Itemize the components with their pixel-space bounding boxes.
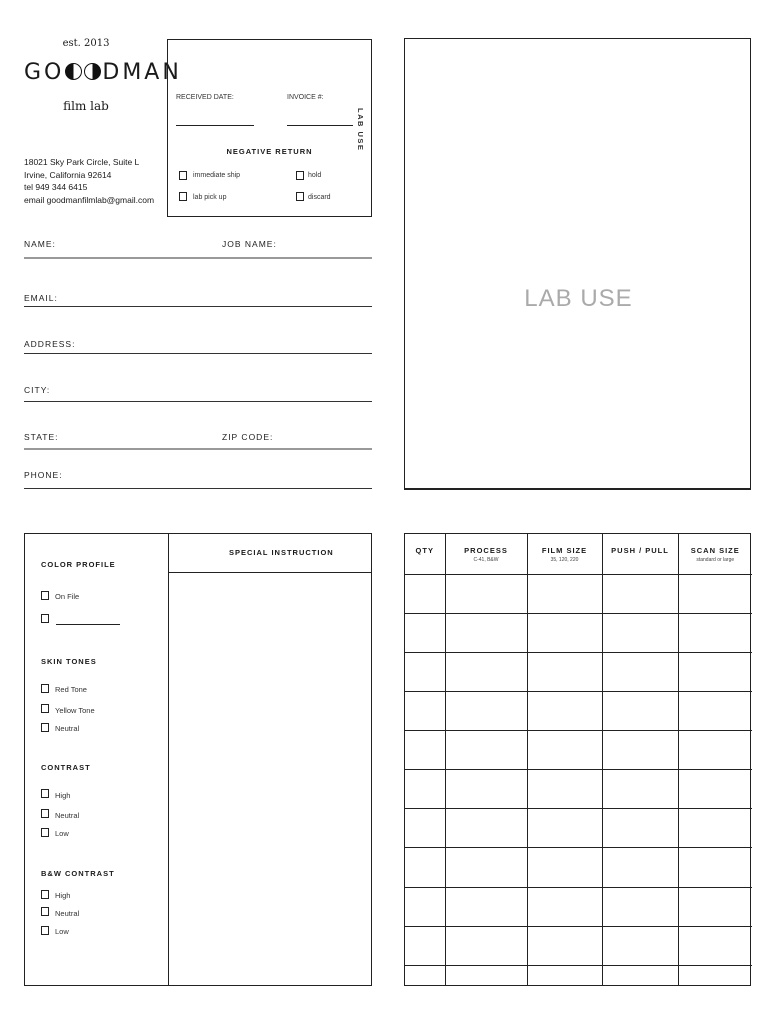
brand-subtitle: film lab [63, 99, 109, 113]
invoice-label: INVOICE #: [287, 94, 324, 101]
table-cell[interactable] [405, 691, 445, 730]
table-cell[interactable] [445, 887, 527, 926]
column-note: standard or large [696, 557, 735, 563]
bw-neutral-label: Neutral [55, 909, 80, 918]
table-cell[interactable] [678, 926, 752, 965]
brand-logo-text-start: GO [24, 60, 65, 85]
table-cell[interactable] [602, 770, 678, 809]
contrast-title: CONTRAST [41, 763, 91, 772]
table-cell[interactable] [678, 574, 752, 613]
table-cell[interactable] [405, 652, 445, 691]
table-cell[interactable] [445, 809, 527, 848]
red-tone-checkbox[interactable] [41, 684, 49, 693]
table-cell[interactable] [602, 574, 678, 613]
table-cell[interactable] [602, 809, 678, 848]
table-row [405, 926, 752, 965]
table-cell[interactable] [445, 652, 527, 691]
received-box [167, 39, 372, 217]
table-cell[interactable] [602, 691, 678, 730]
table-cell[interactable] [405, 613, 445, 652]
email-label: EMAIL: [24, 293, 58, 303]
received-date-field[interactable] [176, 125, 254, 126]
process-column-header [445, 534, 527, 574]
yellow-tone-checkbox[interactable] [41, 704, 49, 713]
table-cell[interactable] [678, 965, 752, 985]
contrast-high-label: High [55, 791, 71, 800]
table-row [405, 809, 752, 848]
lab-use-side-label: LAB USE [356, 108, 365, 152]
table-cell[interactable] [445, 574, 527, 613]
table-row [405, 652, 752, 691]
table-cell[interactable] [678, 887, 752, 926]
red-tone-label: Red Tone [55, 685, 87, 694]
contrast-neutral-checkbox[interactable] [41, 809, 49, 818]
table-cell[interactable] [445, 848, 527, 887]
logo-moon-right-icon [84, 63, 101, 80]
film-size-column-header [527, 534, 602, 574]
bw-low-label: Low [55, 927, 69, 936]
address-line: 18021 Sky Park Circle, Suite L [24, 157, 140, 167]
table-cell[interactable] [527, 965, 602, 985]
table-cell[interactable] [405, 848, 445, 887]
table-row [405, 613, 752, 652]
name-field-line[interactable] [24, 257, 372, 259]
lab-pick-up-label: lab pick up [193, 194, 227, 201]
column-note: C-41, B&W [473, 557, 499, 563]
established-year: est. 2013 [62, 38, 110, 49]
phone-line: tel 949 344 6415 [24, 182, 88, 193]
address-label: ADDRESS: [24, 339, 76, 349]
phone-field-line[interactable] [24, 488, 372, 489]
city-label: CITY: [24, 385, 51, 395]
phone-label: PHONE: [24, 470, 63, 480]
table-cell[interactable] [445, 691, 527, 730]
negative-return-title: NEGATIVE RETURN [226, 147, 313, 156]
bw-neutral-checkbox[interactable] [41, 907, 49, 916]
color-profile-title: COLOR PROFILE [41, 560, 116, 569]
email-line: email goodmanfilmlab@gmail.com [24, 194, 155, 205]
table-cell[interactable] [527, 848, 602, 887]
neutral-tone-checkbox[interactable] [41, 723, 49, 732]
table-cell[interactable] [602, 613, 678, 652]
table-cell[interactable] [527, 652, 602, 691]
contrast-high-checkbox[interactable] [41, 789, 49, 798]
brand-logo [24, 60, 182, 85]
table-cell[interactable] [527, 770, 602, 809]
table-cell[interactable] [527, 926, 602, 965]
table-cell[interactable] [602, 731, 678, 770]
table-cell[interactable] [602, 926, 678, 965]
table-cell[interactable] [602, 887, 678, 926]
table-cell[interactable] [527, 691, 602, 730]
table-cell[interactable] [678, 691, 752, 730]
table-cell[interactable] [678, 613, 752, 652]
table-row [405, 574, 752, 613]
column-label: PROCESS [464, 546, 508, 555]
push-pull-column-header [602, 534, 678, 574]
column-note: 35, 120, 220 [550, 557, 579, 563]
table-cell[interactable] [445, 770, 527, 809]
skin-tones-title: SKIN TONES [41, 657, 97, 666]
table-cell[interactable] [405, 770, 445, 809]
column-label: PUSH / PULL [611, 546, 669, 555]
table-cell[interactable] [602, 965, 678, 985]
table-row [405, 887, 752, 926]
address-line: Irvine, California 92614 [24, 169, 112, 180]
discard-label: discard [308, 194, 331, 201]
table-cell[interactable] [678, 809, 752, 848]
table-cell[interactable] [445, 926, 527, 965]
custom-profile-field[interactable] [56, 624, 120, 625]
table-cell[interactable] [405, 926, 445, 965]
table-row [405, 770, 752, 809]
bw-contrast-title: B&W CONTRAST [41, 869, 115, 878]
hold-label: hold [308, 172, 322, 179]
table-cell[interactable] [678, 770, 752, 809]
state-label: STATE: [24, 432, 59, 442]
lab-use-box [404, 38, 751, 490]
brand-logo-text-end: DMAN [102, 60, 182, 85]
city-field-line[interactable] [24, 401, 372, 402]
table-cell[interactable] [527, 731, 602, 770]
table-cell[interactable] [405, 809, 445, 848]
table-row [405, 848, 752, 887]
lab-use-label: LAB USE [524, 285, 633, 312]
table-cell[interactable] [602, 652, 678, 691]
special-instruction-area[interactable] [168, 573, 371, 984]
table-cell[interactable] [527, 887, 602, 926]
on-file-label: On File [55, 592, 80, 601]
yellow-tone-label: Yellow Tone [55, 706, 95, 715]
bw-high-checkbox[interactable] [41, 890, 49, 899]
table-cell[interactable] [602, 848, 678, 887]
immediate-ship-label: immediate ship [193, 172, 241, 179]
zip-code-label: ZIP CODE: [222, 432, 274, 442]
table-cell[interactable] [405, 887, 445, 926]
qty-column-header [405, 534, 445, 574]
logo-moon-left-icon [65, 63, 82, 80]
table-cell[interactable] [678, 652, 752, 691]
table-cell[interactable] [678, 848, 752, 887]
table-cell[interactable] [405, 574, 445, 613]
invoice-field[interactable] [287, 125, 353, 126]
column-label: SCAN SIZE [690, 546, 740, 555]
immediate-ship-checkbox[interactable] [179, 171, 187, 180]
table-cell[interactable] [527, 574, 602, 613]
table-cell[interactable] [445, 965, 527, 985]
address-field-line[interactable] [24, 353, 372, 354]
hold-checkbox[interactable] [296, 171, 304, 180]
contrast-neutral-label: Neutral [55, 811, 80, 820]
discard-checkbox[interactable] [296, 192, 304, 201]
email-field-line[interactable] [24, 306, 372, 307]
special-instruction-title: SPECIAL INSTRUCTION [229, 548, 334, 557]
neutral-tone-label: Neutral [55, 724, 80, 733]
table-cell[interactable] [405, 965, 445, 985]
table-cell[interactable] [527, 613, 602, 652]
custom-profile-checkbox[interactable] [41, 614, 49, 623]
state-field-line[interactable] [24, 448, 372, 450]
table-cell[interactable] [405, 731, 445, 770]
job-name-label: JOB NAME: [222, 239, 277, 249]
contrast-low-label: Low [55, 829, 69, 838]
table-header-row [405, 534, 752, 574]
table-row [405, 731, 752, 770]
bw-high-label: High [55, 891, 71, 900]
table-cell[interactable] [445, 613, 527, 652]
table-cell[interactable] [527, 809, 602, 848]
table-cell[interactable] [445, 731, 527, 770]
on-file-checkbox[interactable] [41, 591, 49, 600]
lab-pick-up-checkbox[interactable] [179, 192, 187, 201]
bw-low-checkbox[interactable] [41, 926, 49, 935]
column-label: QTY [415, 546, 434, 555]
column-label: FILM SIZE [541, 546, 588, 555]
film-order-table [404, 533, 751, 986]
table-row [405, 691, 752, 730]
contrast-low-checkbox[interactable] [41, 828, 49, 837]
table-row [405, 965, 752, 985]
received-date-label: RECEIVED DATE: [176, 94, 234, 101]
table-cell[interactable] [678, 731, 752, 770]
name-label: NAME: [24, 239, 56, 249]
scan-size-column-header [678, 534, 752, 574]
lab-address [24, 156, 154, 206]
